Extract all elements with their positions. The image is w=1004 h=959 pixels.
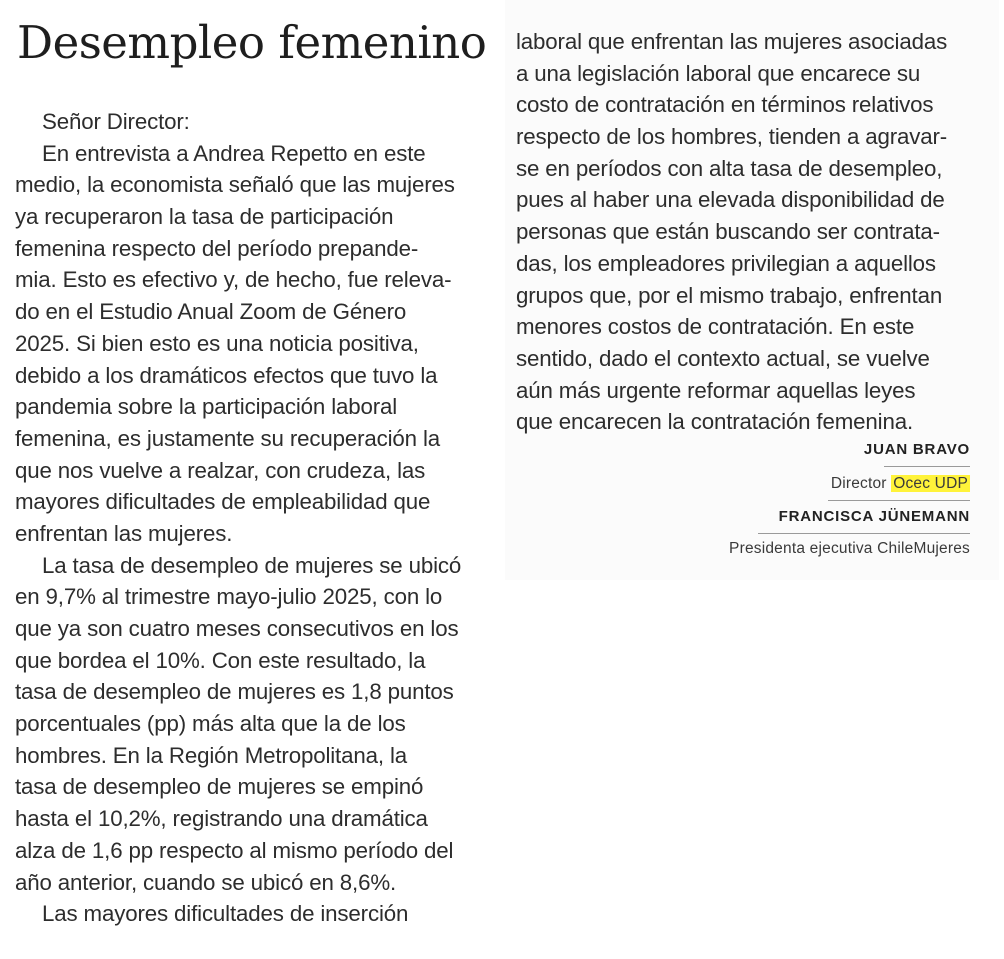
article-title: Desempleo femenino: [17, 16, 487, 69]
text-line: tasa de desempleo de mujeres es 1,8 puntos: [15, 679, 454, 705]
signature-role-1-prefix: Director: [830, 475, 887, 492]
text-line: respecto de los hombres, tienden a agravar-: [516, 124, 948, 150]
text-line: das, los empleadores privilegian a aquellos: [516, 250, 936, 276]
text-line: pandemia sobre la participación laboral: [15, 394, 398, 420]
text-line: femenina, es justamente su recuperación la: [15, 425, 441, 451]
text-line: mia. Esto es efectivo y, de hecho, fue releva-: [15, 267, 452, 293]
signature-rule-1: [884, 466, 970, 467]
text-line: menores costos de contratación. En este: [516, 314, 915, 340]
signature-name-1: JUAN BRAVO: [863, 441, 970, 458]
text-line: tasa de desempleo de mujeres se empinó: [15, 774, 424, 800]
signature-role-1: [831, 475, 970, 493]
text-line: Las mayores dificultades de inserción: [42, 901, 409, 927]
text-line: do en el Estudio Anual Zoom de Género: [15, 299, 407, 325]
text-line: costo de contratación en términos relativos: [516, 92, 934, 118]
left-column: [15, 0, 490, 959]
right-column: [505, 0, 999, 580]
text-line: femenina respecto del período prepande-: [15, 235, 419, 261]
text-line: hombres. En la Región Metropolitana, la: [15, 742, 407, 768]
text-line: La tasa de desempleo de mujeres se ubicó: [42, 552, 462, 578]
text-line: año anterior, cuando se ubicó en 8,6%.: [15, 869, 397, 895]
text-line: que encarecen la contratación femenina.: [516, 409, 913, 435]
text-line: que ya son cuatro meses consecutivos en los: [15, 616, 459, 641]
text-line: hasta el 10,2%, registrando una dramática: [15, 806, 428, 832]
text-line: a una legislación laboral que encarece su: [516, 60, 921, 86]
signature-rule-2: [828, 500, 970, 501]
text-line: que nos vuelve a realzar, con crudeza, las: [15, 457, 426, 483]
text-line: En entrevista a Andrea Repetto en este: [42, 140, 426, 166]
text-line: debido a los dramáticos efectos que tuvo la: [15, 362, 438, 388]
signature-name-2: FRANCISCA JÜNEMANN: [778, 508, 970, 525]
text-line: sentido, dado el contexto actual, se vuelve: [516, 345, 930, 371]
left-column-text: [15, 106, 461, 930]
text-line: 2025. Si bien esto es una noticia positiva,: [15, 330, 419, 356]
text-line: alza de 1,6 pp respecto al mismo período del: [15, 837, 454, 863]
text-line: porcentuales (pp) más alta que la de los: [15, 711, 406, 737]
text-line: aún más urgente reformar aquellas leyes: [516, 377, 916, 403]
right-column-text: [516, 26, 947, 438]
text-line: laboral que enfrentan las mujeres asociadas: [516, 29, 948, 54]
text-line: pues al haber una elevada disponibilidad de: [516, 187, 945, 213]
text-line: en 9,7% al trimestre mayo-julio 2025, con lo: [15, 584, 443, 610]
text-line: Señor Director:: [42, 109, 190, 134]
text-line: ya recuperaron la tasa de participación: [15, 204, 394, 230]
signature-rule-3: [758, 533, 970, 534]
signature-role-2: Presidenta ejecutiva ChileMujeres: [729, 540, 970, 557]
text-line: mayores dificultades de empleabilidad que: [15, 489, 431, 515]
text-line: que bordea el 10%. Con este resultado, la: [15, 647, 426, 673]
text-line: medio, la economista señaló que las mujeres: [15, 172, 455, 198]
text-line: se en períodos con alta tasa de desempleo,: [516, 155, 943, 181]
highlighted-organization: Ocec UDP: [893, 475, 968, 492]
text-line: grupos que, por el mismo trabajo, enfrentan: [516, 282, 943, 308]
text-line: personas que están buscando ser contrata-: [516, 219, 940, 245]
text-line: enfrentan las mujeres.: [15, 520, 233, 546]
